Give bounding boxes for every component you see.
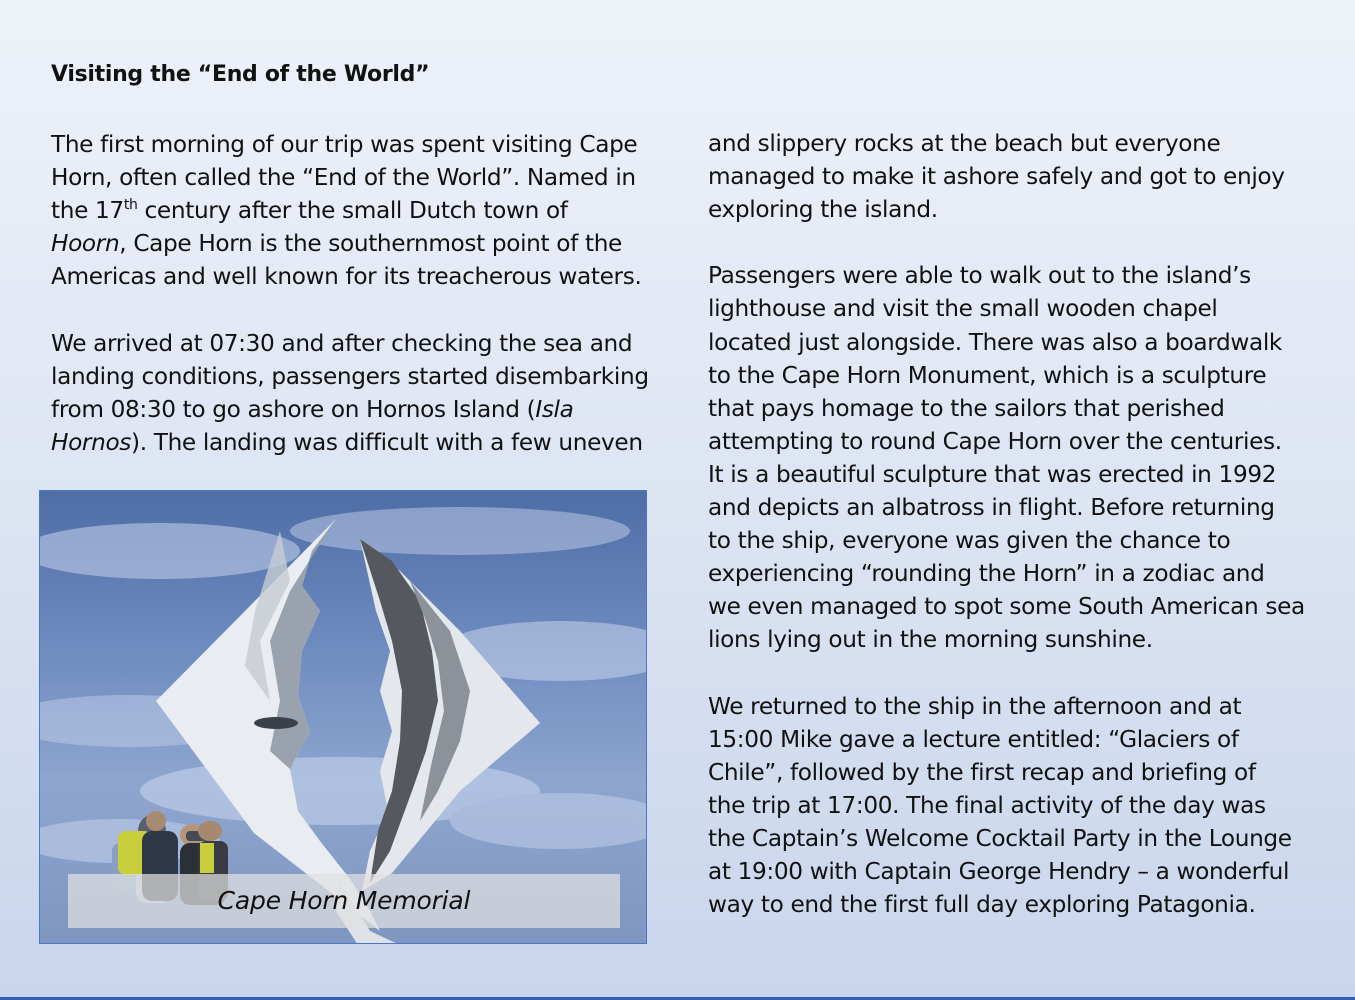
paragraph-line (51, 393, 649, 426)
paragraph-line: managed to make it ashore safely and got to enjoy (708, 163, 1285, 191)
paragraph-line: The first morning of our trip was spent visiting Cape (51, 131, 638, 158)
paragraph-line: exploring the island. (708, 196, 938, 224)
paragraph-line (51, 194, 649, 227)
text-span: ). The landing was difficult with a few uneven (131, 428, 643, 456)
paragraph-line: lighthouse and visit the small wooden chapel (708, 295, 1218, 323)
paragraph-line (51, 426, 649, 459)
text-span: century after the small Dutch town of (137, 197, 568, 225)
paragraph-line: lions lying out in the morning sunshine. (708, 626, 1153, 654)
paragraph-gap (708, 226, 1305, 259)
paragraph-line: way to end the first full day exploring Patagonia. (708, 891, 1256, 919)
paragraph-line: Passengers were able to walk out to the island’s (708, 262, 1251, 290)
paragraph-3 (708, 690, 1305, 922)
paragraph-gap (51, 293, 649, 326)
sculpture-eye (254, 717, 298, 729)
photo-caption: Cape Horn Memorial (217, 886, 471, 915)
left-text-column (51, 128, 649, 459)
italic-term: Hornos (51, 428, 132, 456)
clouds (40, 507, 647, 863)
paragraph-line: and depicts an albatross in flight. Before returning (708, 494, 1275, 522)
article-title: Visiting the “End of the World” (51, 62, 430, 87)
paragraph-line: experiencing “rounding the Horn” in a zodiac and (708, 560, 1265, 588)
paragraph-line: that pays homage to the sailors that perished (708, 394, 1225, 422)
paragraph-line: We returned to the ship in the afternoon and at (708, 692, 1242, 720)
paragraph-line: 15:00 Mike gave a lecture entitled: “Glaciers of (708, 725, 1239, 753)
text-span: from 08:30 to go ashore on Hornos Island ( (51, 395, 536, 423)
ordinal-suffix: th (123, 197, 138, 214)
paragraph-line: Horn, often called the “End of the World”. Named in (51, 164, 636, 192)
paragraph-line: Americas and well known for its treacherous waters. (51, 263, 642, 291)
text-span: the 17 (51, 197, 124, 225)
paragraph-line: to the ship, everyone was given the chance to (708, 527, 1231, 555)
paragraph-2 (708, 259, 1305, 656)
paragraph-line: landing conditions, passengers started disembarking (51, 362, 649, 390)
paragraph-line: attempting to round Cape Horn over the centuries. (708, 427, 1282, 455)
paragraph-gap (708, 657, 1305, 690)
paragraph-line: at 19:00 with Captain George Hendry – a wonderful (708, 858, 1290, 886)
text-span: , Cape Horn is the southernmost point of the (119, 230, 622, 258)
paragraph-1 (708, 127, 1305, 226)
paragraph-line: to the Cape Horn Monument, which is a sculpture (708, 361, 1267, 389)
italic-term: Isla (535, 395, 574, 423)
paragraph-line: the Captain’s Welcome Cocktail Party in the Lounge (708, 824, 1292, 852)
paragraph-line: It is a beautiful sculpture that was erected in 1992 (708, 460, 1277, 488)
paragraph-line: Chile”, followed by the first recap and briefing of (708, 758, 1256, 786)
right-text-column (708, 127, 1305, 921)
caption-bar (68, 874, 620, 928)
paragraph-line: and slippery rocks at the beach but everyone (708, 130, 1221, 157)
cape-horn-memorial-photo (39, 490, 647, 944)
paragraph-line: located just alongside. There was also a boardwalk (708, 328, 1282, 356)
paragraph-line: we even managed to spot some South American sea (708, 593, 1305, 621)
paragraph-line: We arrived at 07:30 and after checking the sea and (51, 329, 633, 357)
paragraph-line (51, 227, 649, 260)
paragraph-line: the trip at 17:00. The final activity of the day was (708, 791, 1266, 819)
italic-term: Hoorn (51, 230, 120, 258)
